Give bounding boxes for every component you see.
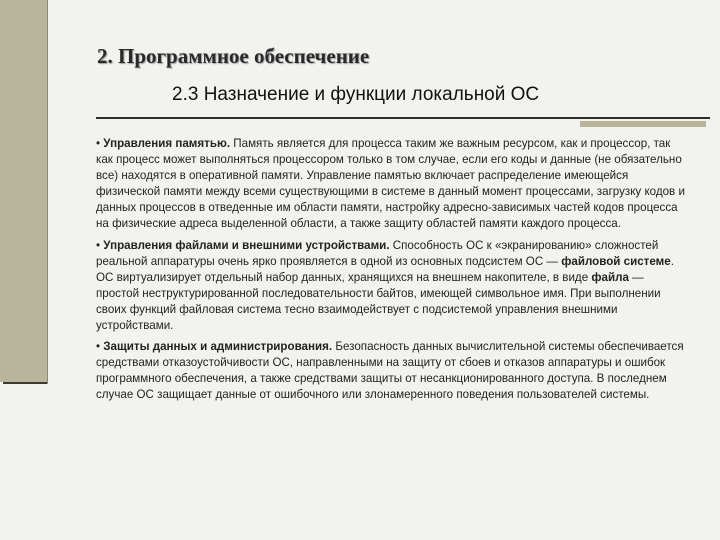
slide-title: 2. Программное обеспечение	[97, 44, 370, 68]
bullet-text: Способность ОС к «экранированию» сложностей реальной аппаратуры очень ярко проявляется в одной из основных подсистем ОС —	[96, 238, 659, 268]
term-file: файла	[591, 270, 629, 284]
bullet-heading: Управления памятью.	[103, 137, 231, 150]
bullet-heading: Управления файлами и внешними устройствами.	[103, 238, 390, 252]
bullet-marker: •	[96, 238, 101, 252]
left-accent-underline	[3, 382, 47, 384]
left-accent-bar	[0, 0, 47, 382]
bullet-text: . ОС виртуализирует отдельный набор данных, хранящихся на внешнем накопителе, в виде	[96, 254, 674, 284]
title-divider-accent	[580, 121, 706, 127]
left-accent-edge	[47, 0, 48, 384]
bullet-heading: Защиты данных и администрирования.	[103, 340, 333, 354]
title-divider	[96, 117, 710, 119]
term-file-system: файловой системе	[561, 254, 671, 268]
bullet-marker: •	[96, 137, 101, 150]
bullet-text: Память является для процесса таким же важным ресурсом, как и процессор, так как процесс может выполняться процессором только в том случае, если его коды и данные (не обязательно все) находятся в оперативной памяти. Управление памятью включает распределение имеющейся физической памяти между всеми существующими в системе в данный момент процессами, загрузку кодов и данных процессов в отведенные им области памяти, настройку адресно-зависимых частей кодов процесса на физические адреса выделенной области, а также защиту областей памяти каждого процесса.	[96, 137, 685, 231]
bullet-text: Безопасность данных вычислительной системы обеспечивается средствами отказоустойчивости ОС, направленными на защиту от сбоев и отказов аппаратуры и ошибок программного обеспечения, а также средствами защиты от несанкционированного доступа. В последнем случае ОС защищает данные от ошибочного или злонамеренного поведения пользователей системы.	[96, 340, 684, 402]
bullet-text: — простой неструктурированной последовательности байтов, имеющей символьное имя. При выполнении своих функций файловая система тесно взаимодействует с подсистемой управления внешними устройствами.	[96, 270, 661, 333]
bullet-file-management	[96, 238, 686, 335]
bullet-data-protection	[96, 339, 686, 403]
slide-subtitle: 2.3 Назначение и функции локальной ОС	[172, 84, 540, 105]
bullet-memory-management	[96, 136, 686, 233]
slide-body	[96, 136, 686, 409]
bullet-marker: •	[96, 340, 101, 354]
